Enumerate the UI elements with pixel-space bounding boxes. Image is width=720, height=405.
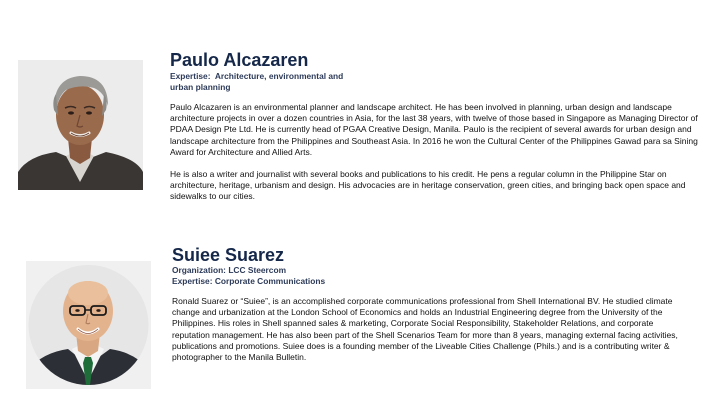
bio-paragraph: Paulo Alcazaren is an environmental planner and landscape architect. He has been involved in planning, urban design and landscape architecture projects in over a dozen countries in Asia, for the last 38 years, with twelve of those based in Singapore as Managing Director of PDAA Design Pte Ltd. He is currently head of PGAA Creative Design, Manila. Paulo is the recipient of several awards for urban design and landscape architecture from the Philippines and Southeast Asia. In 2016 he won the Cultural Center of the Philippines Gawad para sa Sining Award for Architecture and Allied Arts. [170,102,698,157]
expertise-value: Corporate Communications [214,275,326,286]
expertise-label: Expertise: [172,275,213,286]
speaker-photo-paulo-alcazaren [18,60,143,190]
speaker-expertise [172,276,692,287]
expertise-value: Architecture, environmental and urban planning [170,71,344,92]
speaker-name: Paulo Alcazaren [170,50,309,70]
speaker-expertise [170,71,360,92]
expertise-label: Expertise: [170,71,211,81]
portrait-illustration [26,261,151,389]
speaker-photo-suiee-suarez [26,261,151,389]
bio-paragraph: Ronald Suarez or “Suiee”, is an accomplished corporate communications professional from Shell International BV. He studied climate change and urbanization at the London School of Economics and holds an Industrial Engineering degree from the University of the Philippines. His roles in Shell spanned sales & marketing, Corporate Social Responsibility, Stakeholder Relations, and corporate reputation management. He has also been part of the Shell Scenarios Team for more than 8 years, managing external facing activities, publications and promotions. Suiee does is a founding member of the Liveable Cities Challenge (Phils.) and is a contributing writer & photographer to the Manila Bulletin. [172,296,678,363]
speaker-name: Suiee Suarez [172,245,285,265]
speaker-bio-suiee-suarez [172,245,692,363]
bio-paragraph: He is also a writer and journalist with several books and publications to his credit. He pens a regular column in the Philippine Star on architecture, heritage, urbanism and design. His advocacies are in heritage conservation, green cities, and bringing back open space and sidewalks to our cities. [170,169,686,202]
speaker-organization [172,265,692,276]
speaker-bio-paulo-alcazaren [170,50,715,203]
organization-label: Organization: [172,265,226,275]
organization-value: LCC Steercom [228,265,287,275]
portrait-illustration [18,60,143,190]
